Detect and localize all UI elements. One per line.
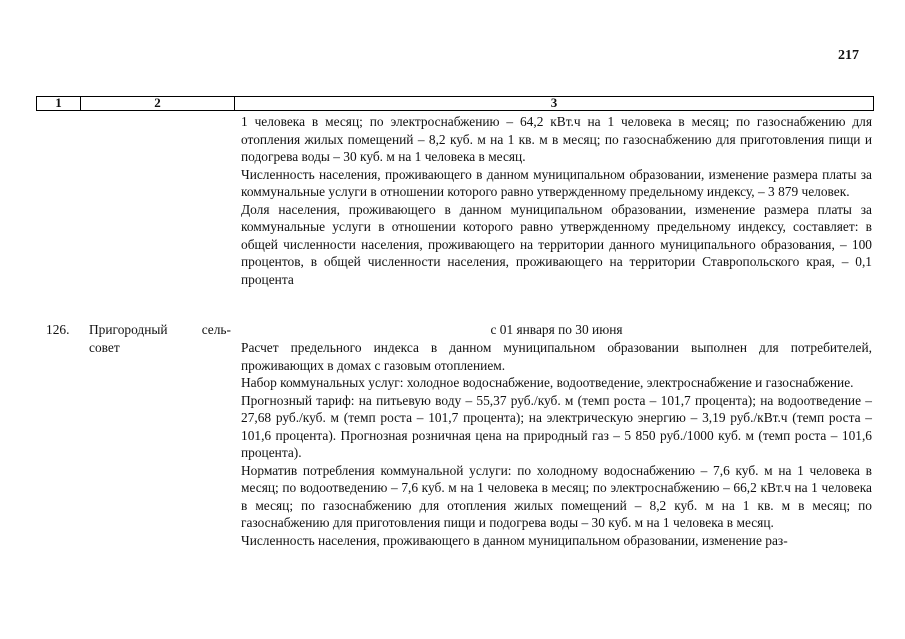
paragraph: 1 человека в месяц; по электроснабжению – 64,2 кВт.ч на 1 человека в месяц; по газоснабжению для отопления жилых помещений – 8,2 куб. м на 1 кв. м в месяц; по газоснабжению для приготовления пищи и подогрева воды – 30 куб. м на 1 человека в месяц. (241, 114, 872, 164)
column-header-3: 3 (550, 95, 558, 110)
paragraph: Численность населения, проживающего в данном муниципальном образовании, изменение раз- (241, 532, 788, 548)
entry-name-part: Пригородный (89, 322, 168, 337)
entry-name-part: сель- (201, 322, 231, 337)
paragraph: Норматив потребления коммунальной услуги: по холодному водоснабжению – 7,6 куб. м на 1 человека в месяц; по водоотведению – 7,6 куб. м на 1 человека в месяц; по электроснабжению – 66,2 кВт.ч на 1 человека в месяц; по газоснабжению для отопления жилых помещений – 8,2 куб. м на 1 кв. м в месяц; по газоснабжению для приготовления пищи и подогрева воды – 30 куб. м на 1 человека в месяц. (241, 462, 872, 530)
column-header-2: 2 (81, 97, 235, 110)
paragraph: Численность населения, проживающего в данном муниципальном образовании, изменение размера платы за коммунальные услуги в отношении которого равно утвержденному предельному индексу, – 3 879 человек. (241, 166, 872, 199)
continued-text-block (241, 113, 872, 288)
page-number: 217 (838, 48, 859, 63)
period-heading: с 01 января по 30 июня (490, 322, 623, 337)
table-header-row (36, 96, 874, 111)
paragraph: Набор коммунальных услуг: холодное водоснабжение, водоотведение, электроснабжение и газоснабжение. (241, 375, 854, 390)
paragraph: Расчет предельного индекса в данном муниципальном образовании выполнен для потребителей, проживающих в домах с газовым отоплением. (241, 340, 872, 373)
entry-name (89, 321, 231, 356)
paragraph: Прогнозный тариф: на питьевую воду – 55,37 руб./куб. м (темп роста – 101,7 процента); на водоотведение – 27,68 руб./куб. м (темп роста – 101,7 процента); на электрическую энергию – 3,19 руб./кВт.ч (темп роста – 101,6 процента). Прогнозная розничная цена на природный газ – 5 850 руб./1000 куб. м (темп роста – 101,6 процента). (241, 392, 872, 460)
entry-text-block (241, 322, 872, 549)
entry-number: 126. (46, 322, 70, 337)
column-header-1: 1 (37, 97, 81, 110)
paragraph: Доля населения, проживающего в данном муниципальном образовании, изменение размера платы за коммунальные услуги в отношении которого равно утвержденному предельному индексу, составляет: в общей численности населения, проживающего на территории данного муниципального образования, – 100 процентов, в общей численности населения, проживающего на территории Ставропольского края, – 0,1 процента (241, 201, 872, 287)
entry-name-part: совет (89, 339, 120, 355)
